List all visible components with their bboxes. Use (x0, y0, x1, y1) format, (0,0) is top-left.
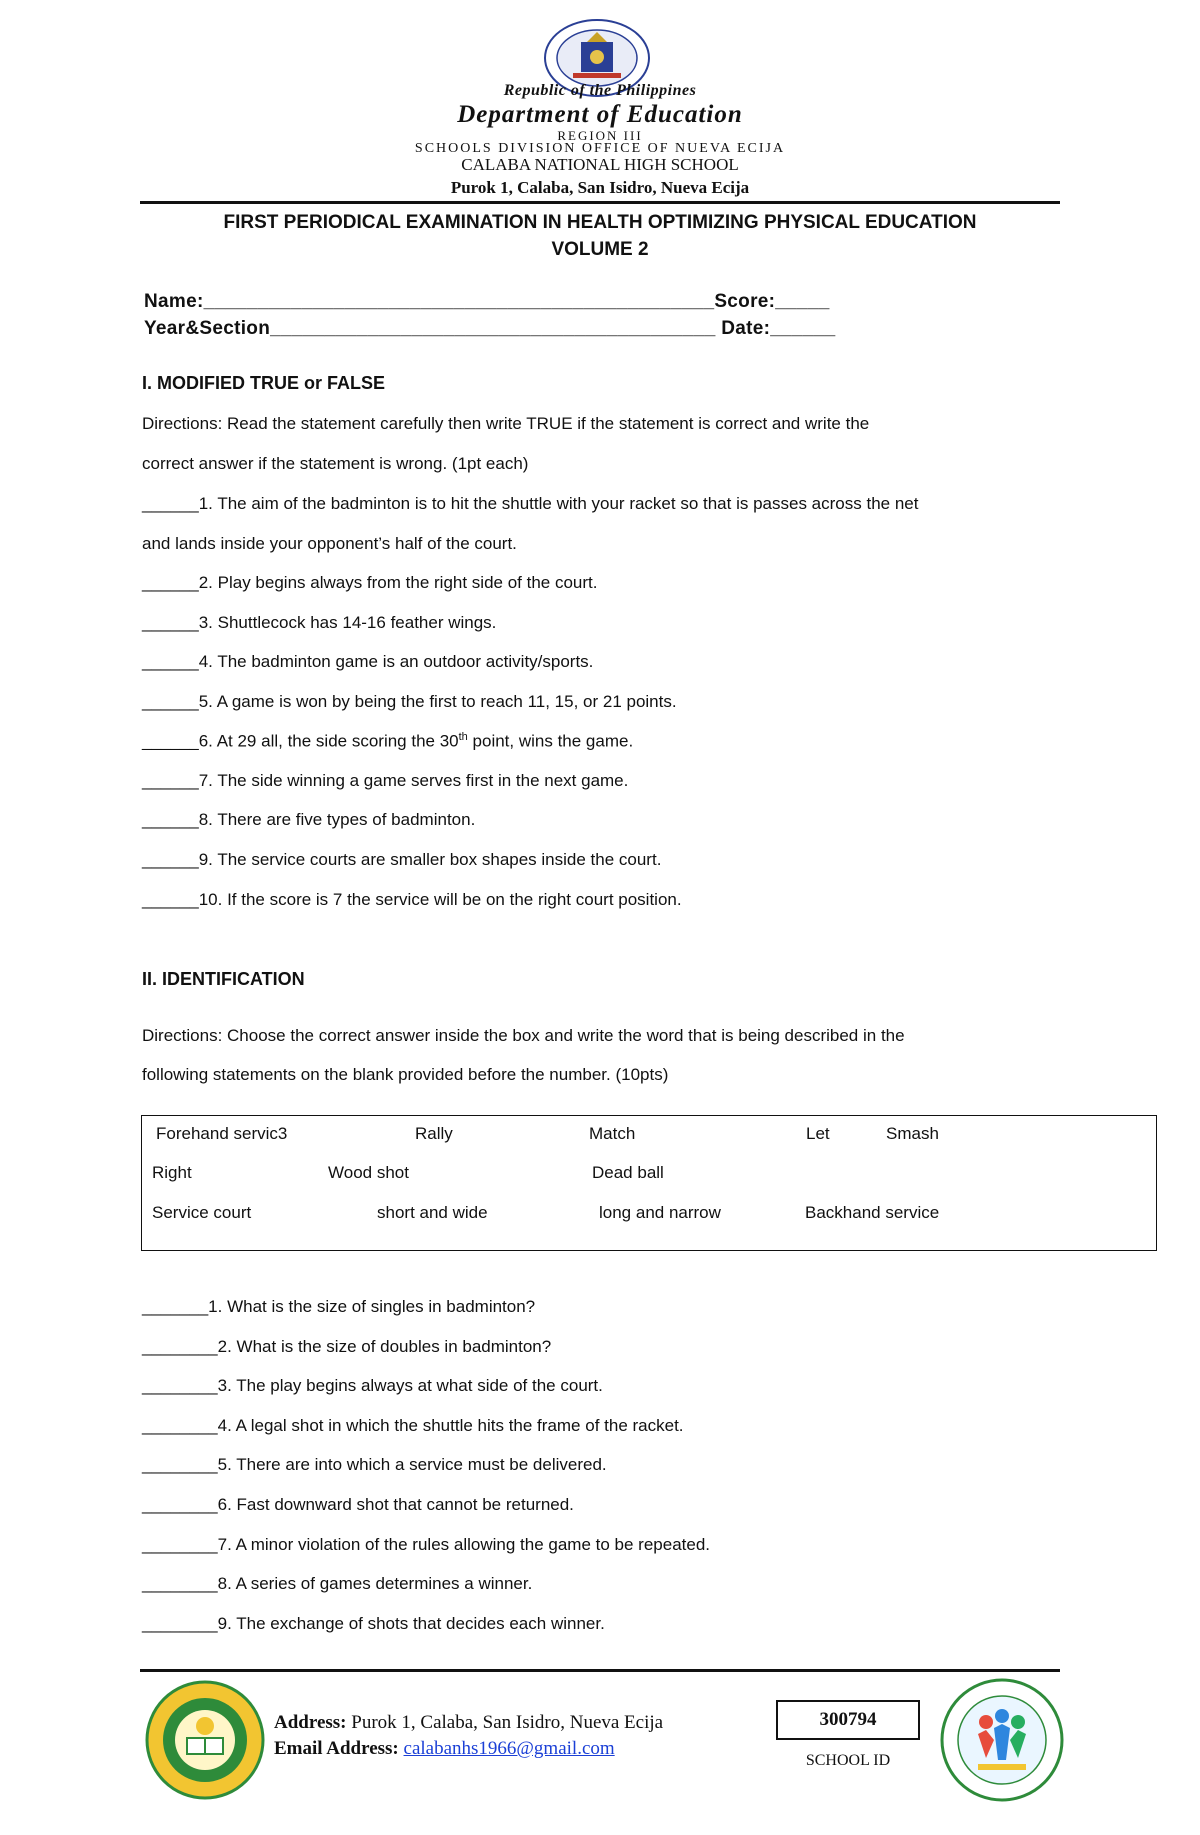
section-date-line[interactable]: Year&Section_________________________________________ Date:______ (144, 318, 836, 339)
tf-item-6-rest: point, wins the game. (467, 731, 634, 751)
part2-heading: II. IDENTIFICATION (142, 969, 305, 989)
choice-item: Backhand service (805, 1203, 940, 1222)
tf-item: ______9. The service courts are smaller box shapes inside the court. (142, 850, 662, 869)
exam-title-line2: VOLUME 2 (551, 239, 649, 260)
tf-item: ______2. Play begins always from the right side of the court. (142, 573, 598, 592)
email-link[interactable]: calabanhs1966@gmail.com (403, 1738, 615, 1759)
choice-item: short and wide (377, 1203, 488, 1222)
school-id-box: 300794 (776, 1700, 920, 1740)
choice-item: Service court (152, 1203, 252, 1222)
school-logo-icon (145, 1680, 265, 1800)
tf-item: ______10. If the score is 7 the service will be on the right court position. (142, 890, 682, 909)
school-location: Purok 1, Calaba, San Isidro, Nueva Ecija (450, 178, 750, 197)
tf-item-cont: and lands inside your opponent’s half of the court. (142, 534, 517, 553)
exam-title-line1: FIRST PERIODICAL EXAMINATION IN HEALTH OPTIMIZING PHYSICAL EDUCATION (223, 212, 977, 233)
tf-item: ______8. There are five types of badminton. (142, 810, 476, 829)
choice-item: Match (589, 1124, 636, 1143)
child-friendly-school-logo-icon (940, 1678, 1064, 1802)
id-item: _______1. What is the size of singles in badminton? (142, 1297, 536, 1316)
id-item: ________3. The play begins always at what side of the court. (142, 1376, 603, 1395)
id-item: ________7. A minor violation of the rules allowing the game to be repeated. (142, 1535, 710, 1554)
choice-item: Let (806, 1124, 830, 1143)
choice-item: Wood shot (328, 1163, 409, 1182)
footer-email (274, 1738, 615, 1760)
choice-item: Right (152, 1163, 192, 1182)
tf-item-6-text: ______6. At 29 all, the side scoring the 30 (142, 731, 459, 751)
tf-item: ______1. The aim of the badminton is to hit the shuttle with your racket so that is passes across the net (142, 494, 919, 513)
school-name: CALABA NATIONAL HIGH SCHOOL (461, 155, 739, 174)
id-item: ________2. What is the size of doubles in badminton? (142, 1337, 552, 1356)
footer-divider (140, 1669, 1060, 1672)
republic-line: Republic of the Philippines (503, 82, 697, 99)
part2-directions-cont: following statements on the blank provided before the number. (10pts) (142, 1065, 669, 1084)
email-label: Email Address: (274, 1738, 399, 1759)
id-item: ________5. There are into which a service must be delivered. (142, 1455, 607, 1474)
tf-item: ______7. The side winning a game serves first in the next game. (142, 771, 629, 790)
choice-item: Smash (886, 1124, 939, 1143)
part1-heading: I. MODIFIED TRUE or FALSE (142, 373, 386, 393)
department-line: Department of Education (457, 101, 743, 128)
tf-item: ______3. Shuttlecock has 14-16 feather wings. (142, 613, 497, 632)
region-line: REGION III (557, 128, 643, 143)
id-item: ________4. A legal shot in which the shuttle hits the frame of the racket. (142, 1416, 684, 1435)
address-label: Address: (274, 1712, 347, 1733)
address-value: Purok 1, Calaba, San Isidro, Nueva Ecija (351, 1712, 664, 1733)
part1-directions: Directions: Read the statement carefully then write TRUE if the statement is correct and write the (142, 414, 870, 433)
id-item: ________9. The exchange of shots that decides each winner. (142, 1614, 605, 1633)
id-item: ________6. Fast downward shot that cannot be returned. (142, 1495, 574, 1514)
name-score-line[interactable]: Name:_______________________________________________Score:_____ (144, 291, 830, 312)
school-id-label: SCHOOL ID (805, 1752, 891, 1769)
id-item: ________8. A series of games determines a winner. (142, 1574, 533, 1593)
tf-item: ______4. The badminton game is an outdoor activity/sports. (142, 652, 594, 671)
answer-choices-box (141, 1115, 1157, 1251)
footer-address (274, 1712, 663, 1734)
part2-directions: Directions: Choose the correct answer inside the box and write the word that is being described in the (142, 1026, 905, 1045)
choice-item: long and narrow (599, 1203, 721, 1222)
tf-item: ______5. A game is won by being the first to reach 11, 15, or 21 points. (142, 692, 677, 711)
choice-item: Dead ball (592, 1163, 664, 1182)
ordinal-suffix: th (458, 731, 468, 743)
part1-directions-cont: correct answer if the statement is wrong. (1pt each) (142, 454, 529, 473)
choice-item: Rally (415, 1124, 453, 1143)
choice-item: Forehand servic3 (156, 1124, 288, 1143)
tf-item (142, 731, 633, 752)
division-line: SCHOOLS DIVISION OFFICE OF NUEVA ECIJA (414, 141, 786, 156)
header-divider (140, 201, 1060, 204)
